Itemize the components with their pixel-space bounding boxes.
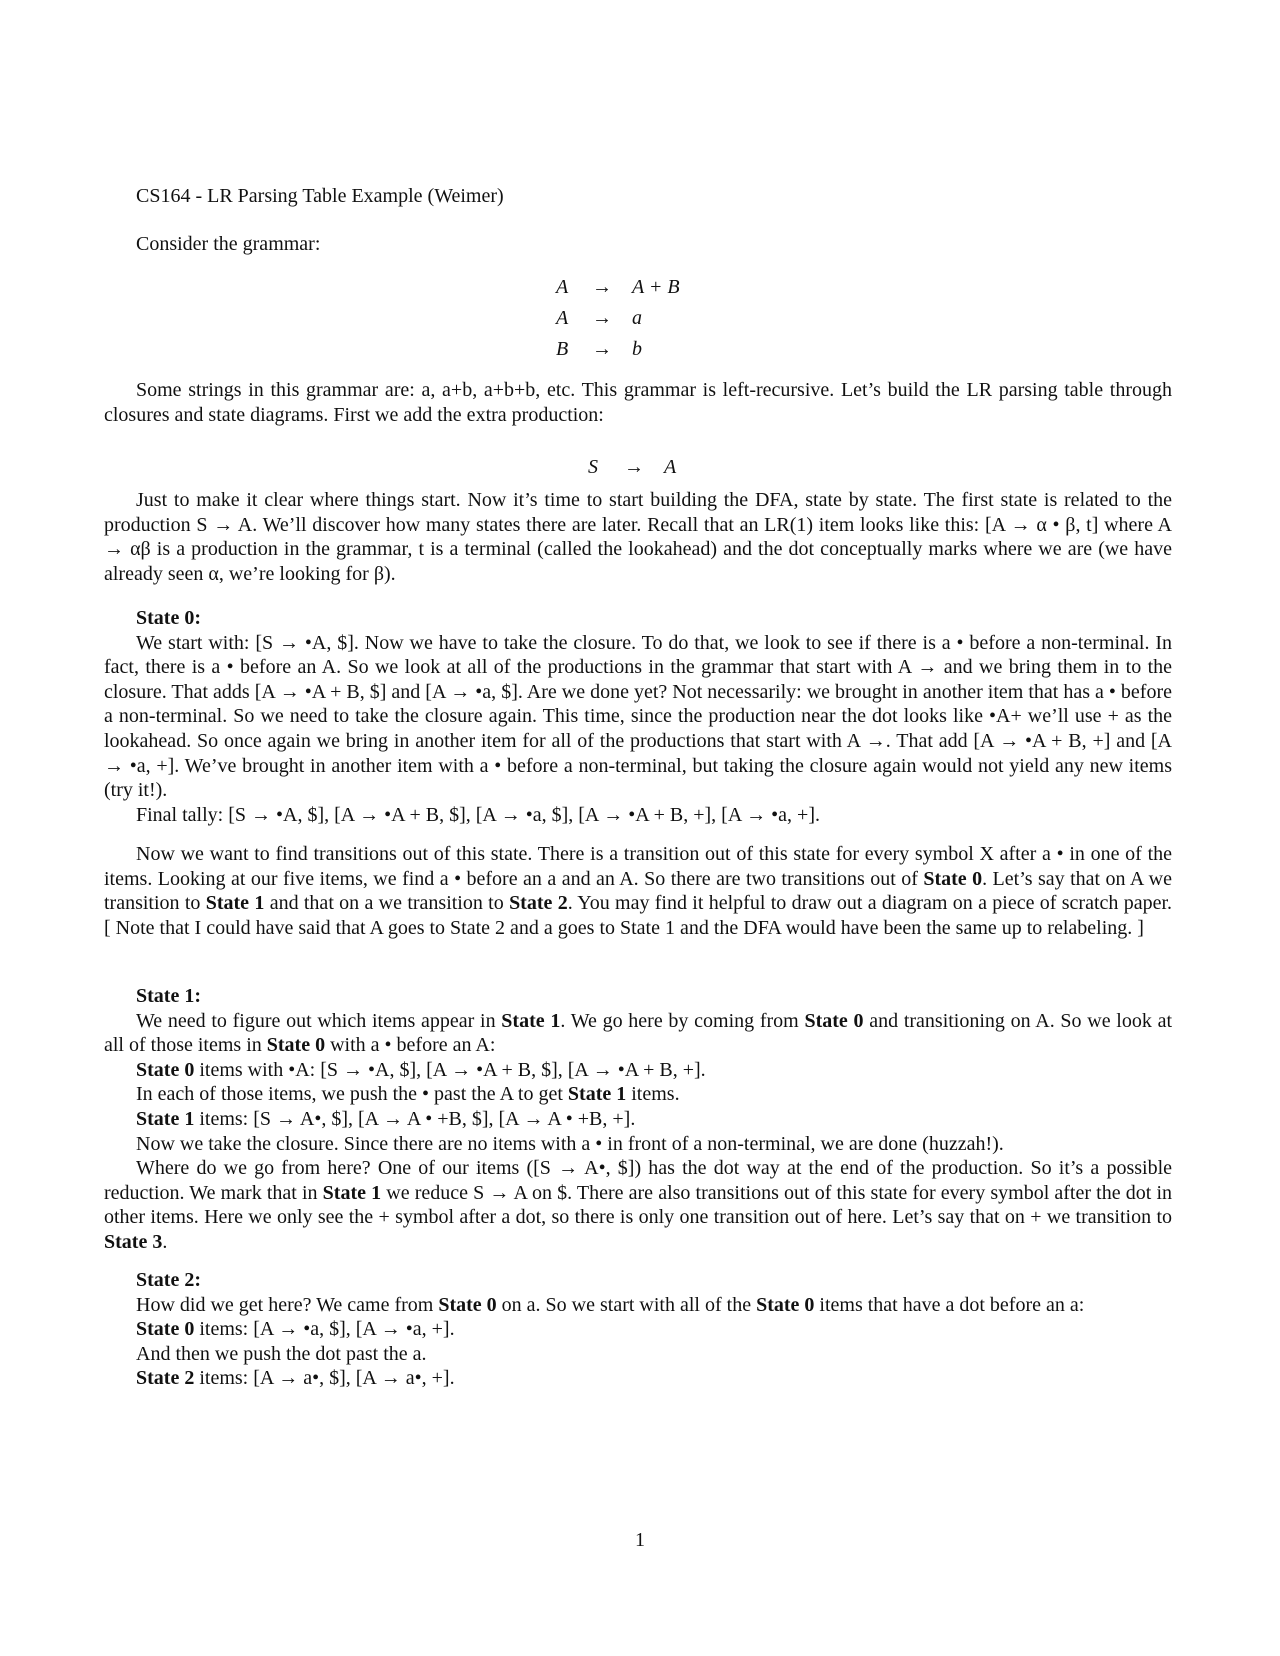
rule-rhs: a <box>632 307 642 329</box>
state0-body: We start with: [S → •A, $]. Now we have to take the closure. To do that, we look to see if there is a • before a non-terminal. In fact, there is a • before an A. So we look at all of the productions in the grammar that start with A → and we bring them in to the closure. That adds [A → •A + B, $] and [A → •a, $]. Are we done yet? Not necessarily: we brought in another item that has a • before a non-terminal. So we need to take the closure again. This time, since the production near the dot looks like •A+ we’ll use + as the lookahead. So once again we bring in another item for all of the productions that start with A →. That add [A → •A + B, +] and [A → •a, +]. We’ve brought in another item with a • before a non-terminal, but taking the closure again would not yield any new items (try it!). <box>104 631 1172 802</box>
rule-lhs: S <box>588 456 598 478</box>
state1-line: We need to figure out which items appear in State 1. We go here by coming from State 0 and transitioning on A. So we look at all of those items in State 0 with a • before an A: <box>104 1009 1172 1057</box>
state2-line: And then we push the dot past the a. <box>136 1342 427 1365</box>
document-title: CS164 - LR Parsing Table Example (Weimer) <box>136 185 504 207</box>
state1-line: State 1 items: [S → A•, $], [A → A • +B, $], [A → A • +B, +]. <box>136 1107 636 1130</box>
state2-line: State 2 items: [A → a•, $], [A → a•, +]. <box>136 1367 455 1390</box>
rule-rhs: b <box>632 338 642 360</box>
grammar-rule <box>556 275 680 306</box>
state1-line: Now we take the closure. Since there are no items with a • in front of a non-terminal, we are done (huzzah!). <box>136 1132 1004 1155</box>
rule-rhs: A + B <box>632 276 680 298</box>
state1-line: State 0 items with •A: [S → •A, $], [A → •A + B, $], [A → •A + B, +]. <box>136 1058 706 1081</box>
state2-heading: State 2: <box>136 1269 201 1291</box>
strings-paragraph: Some strings in this grammar are: a, a+b, a+b+b, etc. This grammar is left-recursive. Let’s build the LR parsing table through closures and state diagrams. First we add the extra production: <box>104 379 1172 426</box>
start-paragraph: Just to make it clear where things start. Now it’s time to start building the DFA, state by state. The first state is related to the production S → A. We’ll discover how many states there are later. Recall that an LR(1) item looks like this: [A → α • β, t] where A → αβ is a production in the grammar, t is a terminal (called the lookahead) and the dot conceptually marks where we are (we have already seen α, we’re looking for β). <box>104 489 1172 585</box>
rule-lhs: A <box>556 307 569 329</box>
rule-rhs: A <box>664 456 677 478</box>
page-number: 1 <box>635 1529 645 1551</box>
state1-line: In each of those items, we push the • past the A to get State 1 items. <box>136 1083 680 1106</box>
rule-lhs: B <box>556 338 569 360</box>
state1-section <box>104 984 1172 1255</box>
state2-section <box>104 1268 1172 1391</box>
state1-heading: State 1: <box>136 985 201 1007</box>
grammar-rule <box>556 306 680 337</box>
state0-heading: State 0: <box>136 607 201 629</box>
rule-arrow: → <box>592 338 612 360</box>
state1-line: Where do we go from here? One of our items ([S → A•, $]) has the dot way at the end of the production. So it’s a possible reduction. We mark that in State 1 we reduce S → A on $. There are also transitions out of this state for every symbol after the dot in other items. Here we only see the + symbol after a dot, so there is only one transition out of here. Let’s say that on + we transition to State 3. <box>104 1157 1172 1253</box>
intro-text: Consider the grammar: <box>136 233 321 255</box>
extra-production <box>588 455 676 480</box>
rule-lhs: A <box>556 276 569 298</box>
transitions-paragraph: Now we want to find transitions out of this state. There is a transition out of this state for every symbol X after a • in one of the items. Looking at our five items, we find a • before an a and an A. So there are two transitions out of State 0. Let’s say that on A we transition to State 1 and that on a we transition to State 2. You may find it helpful to draw out a diagram on a piece of scratch paper. [ Note that I could have said that A goes to State 2 and a goes to State 1 and the DFA would have been the same up to relabeling. ] <box>104 843 1172 939</box>
rule-arrow: → <box>592 307 612 329</box>
grammar-rule <box>556 337 680 368</box>
state0-tally: Final tally: [S → •A, $], [A → •A + B, $], [A → •a, $], [A → •A + B, +], [A → •a, +]. <box>136 803 820 826</box>
grammar-block <box>556 275 680 368</box>
state0-section <box>104 606 1172 827</box>
state2-line: How did we get here? We came from State 0 on a. So we start with all of the State 0 items that have a dot before an a: <box>136 1293 1085 1316</box>
rule-arrow: → <box>624 456 644 478</box>
rule-arrow: → <box>592 276 612 298</box>
state2-line: State 0 items: [A → •a, $], [A → •a, +]. <box>136 1318 455 1341</box>
